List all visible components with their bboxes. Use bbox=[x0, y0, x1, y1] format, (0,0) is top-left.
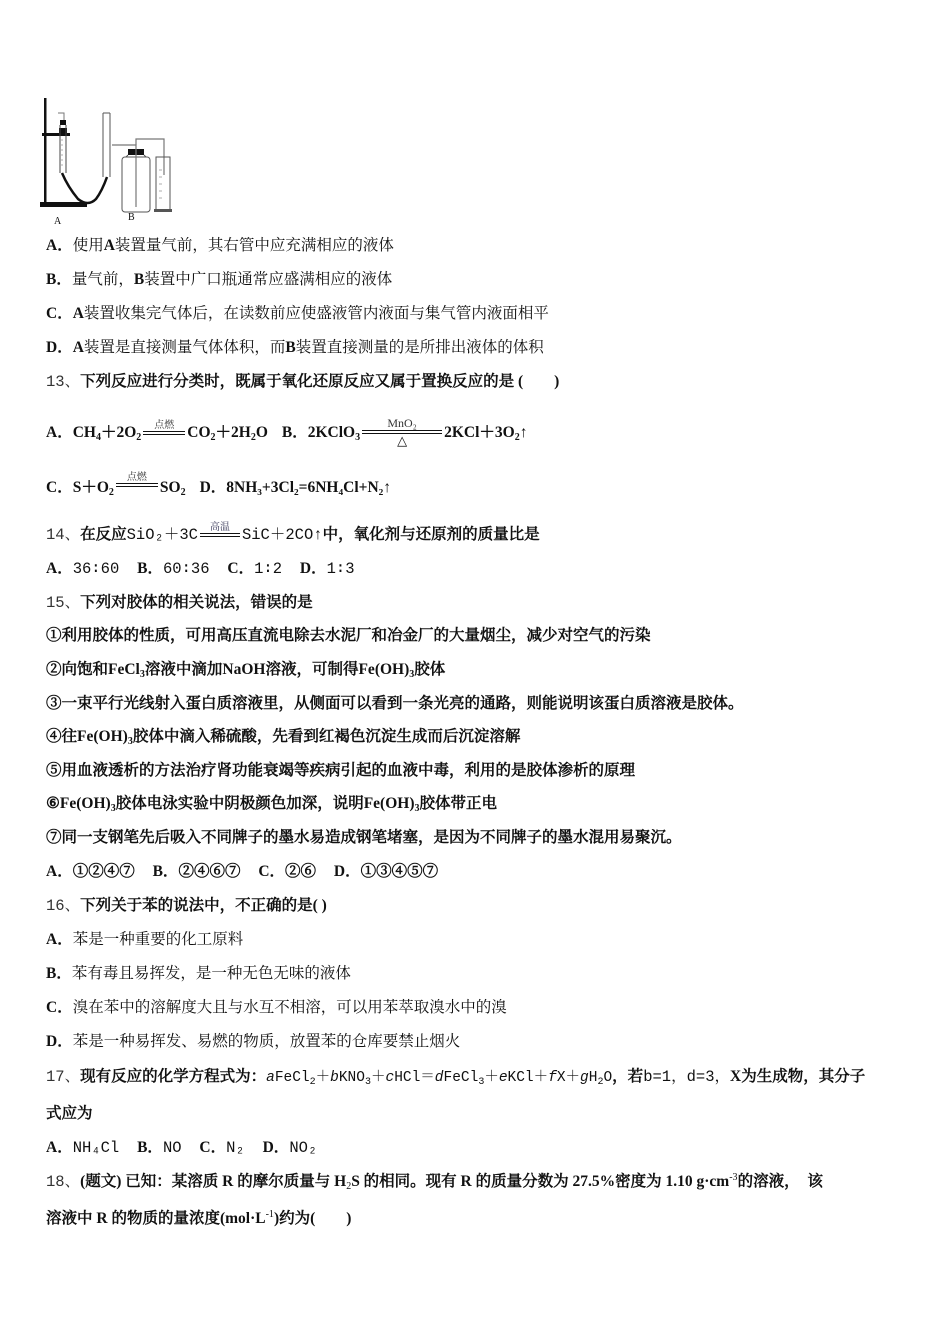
reaction-condition-arrow: MnO₂ △ bbox=[362, 416, 442, 447]
figure-label-b: B bbox=[128, 212, 135, 223]
q15-statement-5: ⑤用血液透析的方法治疗肾功能衰竭等疾病引起的血液中毒，利用的是胶体渗析的原理 bbox=[46, 762, 636, 779]
q15-statement-4: ④往$Fe(OH)_3$胶体中滴入稀硫酸，先看到红褐色沉淀生成而后沉淀溶解 bbox=[46, 728, 521, 747]
q14-stem: 14、在反应SiO₂＋3C 高温 SiC＋2CO↑中，氧化剂与还原剂的质量比是 bbox=[46, 522, 540, 544]
q15-statement-1: ①利用胶体的性质，可用高压直流电除去水泥厂和冶金厂的大量烟尘，减少对空气的污染 bbox=[46, 627, 651, 644]
q13-options-ab: A．$CH_4+2O_2$ 点燃 $CO_2+2H_2O$ B．2KClO$_3$ MnO₂ △ $2KCl+3O_2↑$ bbox=[46, 416, 528, 448]
q13-stem: 13、下列反应进行分类时，既属于氧化还原反应又属于置换反应的是 ( ) bbox=[46, 373, 560, 391]
q16-option-d: D．苯是一种易挥发、易燃的物质，放置苯的仓库要禁止烟火 bbox=[46, 1033, 461, 1050]
q13-options-cd: C．$S+O_2$ 点燃 $SO_2$ D．8NH₃+3Cl₂=6NH₄Cl+N₂↑ bbox=[46, 472, 392, 498]
q15-stem: 15、下列对胶体的相关说法，错误的是 bbox=[46, 594, 313, 612]
q15-statement-7: ⑦同一支钢笔先后吸入不同牌子的墨水易造成钢笔堵塞，是因为不同牌子的墨水混用易聚沉。 bbox=[46, 829, 682, 846]
q15-statement-6: $⑥Fe(OH)_3$胶体电泳实验中阴极颜色加深，说明$Fe(OH)_3$胶体带正电 bbox=[46, 795, 498, 814]
q18-stem-line1: 18、(题文) 已知：某溶质 R 的摩尔质量与 $H_2S$ 的相同。现有 R 的质量分数为 27.5%密度为 1.10 $g\cdot cm^{-3}$的溶液， 该 bbox=[46, 1172, 823, 1192]
q18-stem-line2: 溶液中 R 的物质的量浓度$(mol\cdot L^{-1})$约为( ) bbox=[46, 1209, 352, 1227]
q12-option-c: C．A装置收集完气体后，在读数前应使盛液管内液面与集气管内液面相平 bbox=[46, 305, 549, 322]
gas-measurement-apparatus-figure bbox=[40, 95, 180, 227]
reaction-condition-arrow: 高温 bbox=[200, 523, 240, 537]
q17-stem: 17、现有反应的化学方程式为：$aFeCl_2+bKNO_3+cHCl=dFeCl_3+eKCl+fX+gH_2O$，若b=1，d=3，X为生成物，其分子 bbox=[46, 1068, 866, 1088]
q15-statement-3: ③一束平行光线射入蛋白质溶液里，从侧面可以看到一条光亮的通路，则能说明该蛋白质溶液是胶体。 bbox=[46, 695, 744, 712]
q17-options: A．NH₄Cl B．NO C．N₂ D．NO₂ bbox=[46, 1139, 318, 1157]
q15-options: A．①②④⑦ B．②④⑥⑦ C．②⑥ D．①③④⑤⑦ bbox=[46, 863, 439, 880]
q15-statement-2: ②向饱和FeCl$_3$溶液中滴加NaOH溶液，可制得$Fe(OH)_3$胶体 bbox=[46, 661, 446, 680]
q16-stem: 16、下列关于苯的说法中，不正确的是( ) bbox=[46, 897, 327, 915]
q17-stem-line2: 式应为 bbox=[46, 1105, 93, 1122]
q12-option-a: A．使用A装置量气前，其右管中应充满相应的液体 bbox=[46, 237, 394, 254]
q16-option-a: A．苯是一种重要的化工原料 bbox=[46, 931, 244, 948]
q16-option-c: C．溴在苯中的溶解度大且与水互不相溶，可以用苯萃取溴水中的溴 bbox=[46, 999, 507, 1016]
q12-option-d: D．A装置是直接测量气体体积，而B装置直接测量的是所排出液体的体积 bbox=[46, 339, 544, 356]
figure-label-a: A bbox=[54, 216, 62, 227]
q12-option-b: B．量气前，B装置中广口瓶通常应盛满相应的液体 bbox=[46, 271, 393, 288]
reaction-condition-arrow: 点燃 bbox=[116, 473, 158, 487]
q14-options: A．36∶60 B．60∶36 C．1∶2 D．1∶3 bbox=[46, 560, 355, 578]
reaction-condition-arrow: 点燃 bbox=[143, 421, 185, 435]
q16-option-b: B．苯有毒且易挥发，是一种无色无味的液体 bbox=[46, 965, 351, 982]
